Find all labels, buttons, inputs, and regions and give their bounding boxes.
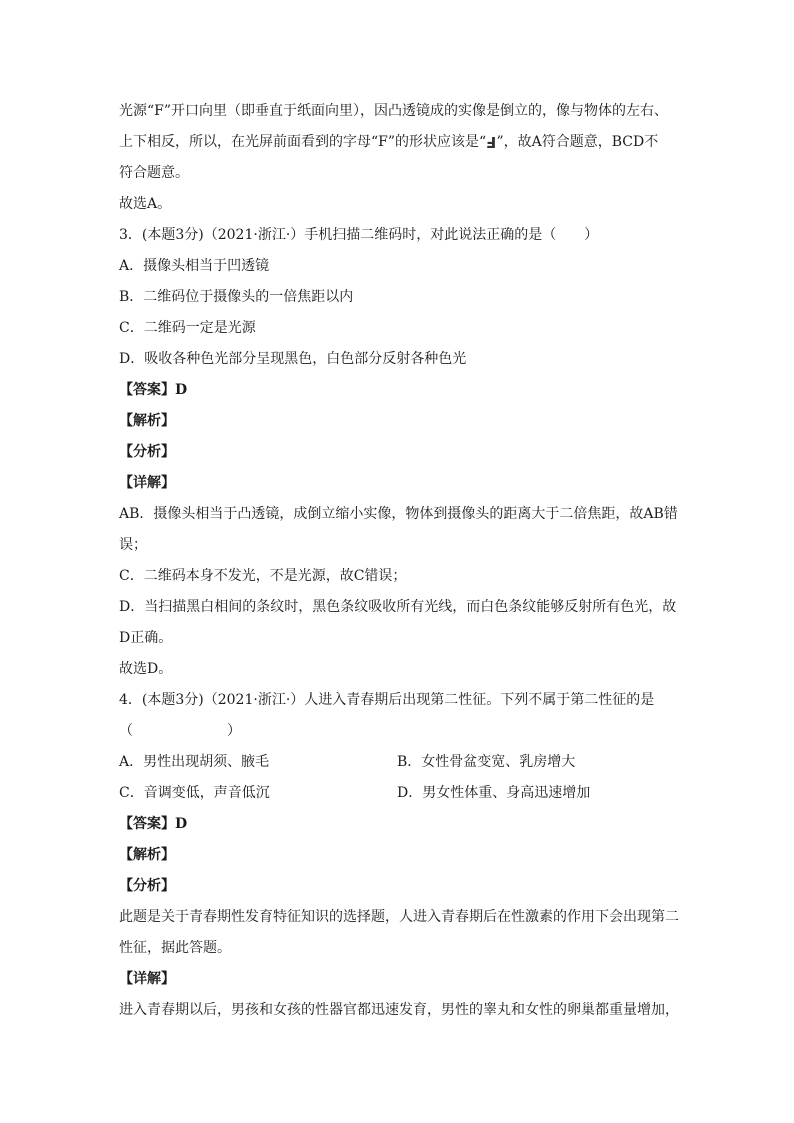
q3-detail-ab-line-2: 误； (119, 537, 147, 553)
q4-stem-paren (119, 716, 679, 747)
q3-xiangjie-heading: 【详解】 (119, 475, 175, 491)
q4-options-row-2 (119, 778, 679, 809)
q2-explanation-line-2-text-b: ”，故A符合题意，BCD不 (496, 134, 659, 150)
q4-fenxi-heading: 【分析】 (119, 878, 175, 894)
q4-stem: 4．(本题3分)（2021·浙江·）人进入青春期后出现第二性征。下列不属于第二性征的是 (119, 692, 655, 708)
q4-option-d: D．男女性体重、身高迅速增加 (397, 785, 591, 801)
q4-answer: 【答案】D (119, 816, 188, 832)
q3-answer: 【答案】D (119, 382, 188, 398)
q4-paren-open: （ (119, 723, 133, 739)
q2-explanation-line-3: 符合题意。 (119, 165, 189, 181)
q4-analysis-line-1: 此题是关于青春期性发育特征知识的选择题，人进入青春期后在性激素的作用下会出现第二 (119, 909, 679, 925)
q4-option-c: C．音调变低，声音低沉 (119, 785, 270, 801)
q4-analysis-line-2: 性征，据此答题。 (119, 940, 231, 956)
q2-explanation-line-1: 光源“F”开口向里（即垂直于纸面向里），因凸透镜成的实像是倒立的，像与物体的左右、 (119, 103, 669, 119)
q3-option-b: B．二维码位于摄像头的一倍焦距以内 (119, 289, 354, 305)
q4-paren-close: ） (227, 723, 241, 739)
q3-option-a: A．摄像头相当于凹透镜 (119, 258, 270, 274)
q2-explanation-line-2-text-a: 上下相反，所以，在光屏前面看到的字母“F”的形状应该是“ (119, 134, 487, 150)
q4-options-row-1 (119, 747, 679, 778)
q4-xiangjie-heading: 【详解】 (119, 971, 175, 987)
q2-conclusion: 故选A。 (119, 196, 172, 212)
q4-option-b: B．女性骨盆变宽、乳房增大 (397, 754, 576, 770)
q3-detail-ab-line-1: AB．摄像头相当于凸透镜，成倒立缩小实像，物体到摄像头的距离大于二倍焦距，故AB错 (119, 506, 678, 522)
q3-jiexi-heading: 【解析】 (119, 413, 175, 429)
q3-fenxi-heading: 【分析】 (119, 444, 175, 460)
q2-explanation-line-2 (119, 127, 679, 158)
inverted-f-glyph: F (486, 133, 497, 151)
q4-option-a: A．男性出现胡须、腋毛 (119, 754, 270, 770)
q4-jiexi-heading: 【解析】 (119, 847, 175, 863)
q3-option-c: C．二维码一定是光源 (119, 320, 256, 336)
q4-detail-line-1: 进入青春期以后，男孩和女孩的性器官都迅速发育，男性的睾丸和女性的卵巢都重量增加， (119, 1002, 679, 1018)
q3-detail-d-line-1: D．当扫描黑白相间的条纹时，黑色条纹吸收所有光线，而白色条纹能够反射所有色光，故 (119, 599, 677, 615)
q3-stem: 3．(本题3分)（2021·浙江·）手机扫描二维码时，对此说法正确的是（ ） (119, 227, 599, 243)
q3-conclusion: 故选D。 (119, 661, 173, 677)
q3-detail-d-line-2: D正确。 (119, 630, 173, 646)
exam-content (119, 96, 679, 1026)
q3-option-d: D．吸收各种色光部分呈现黑色，白色部分反射各种色光 (119, 351, 467, 367)
q3-detail-c: C．二维码本身不发光，不是光源，故C错误； (119, 568, 407, 584)
